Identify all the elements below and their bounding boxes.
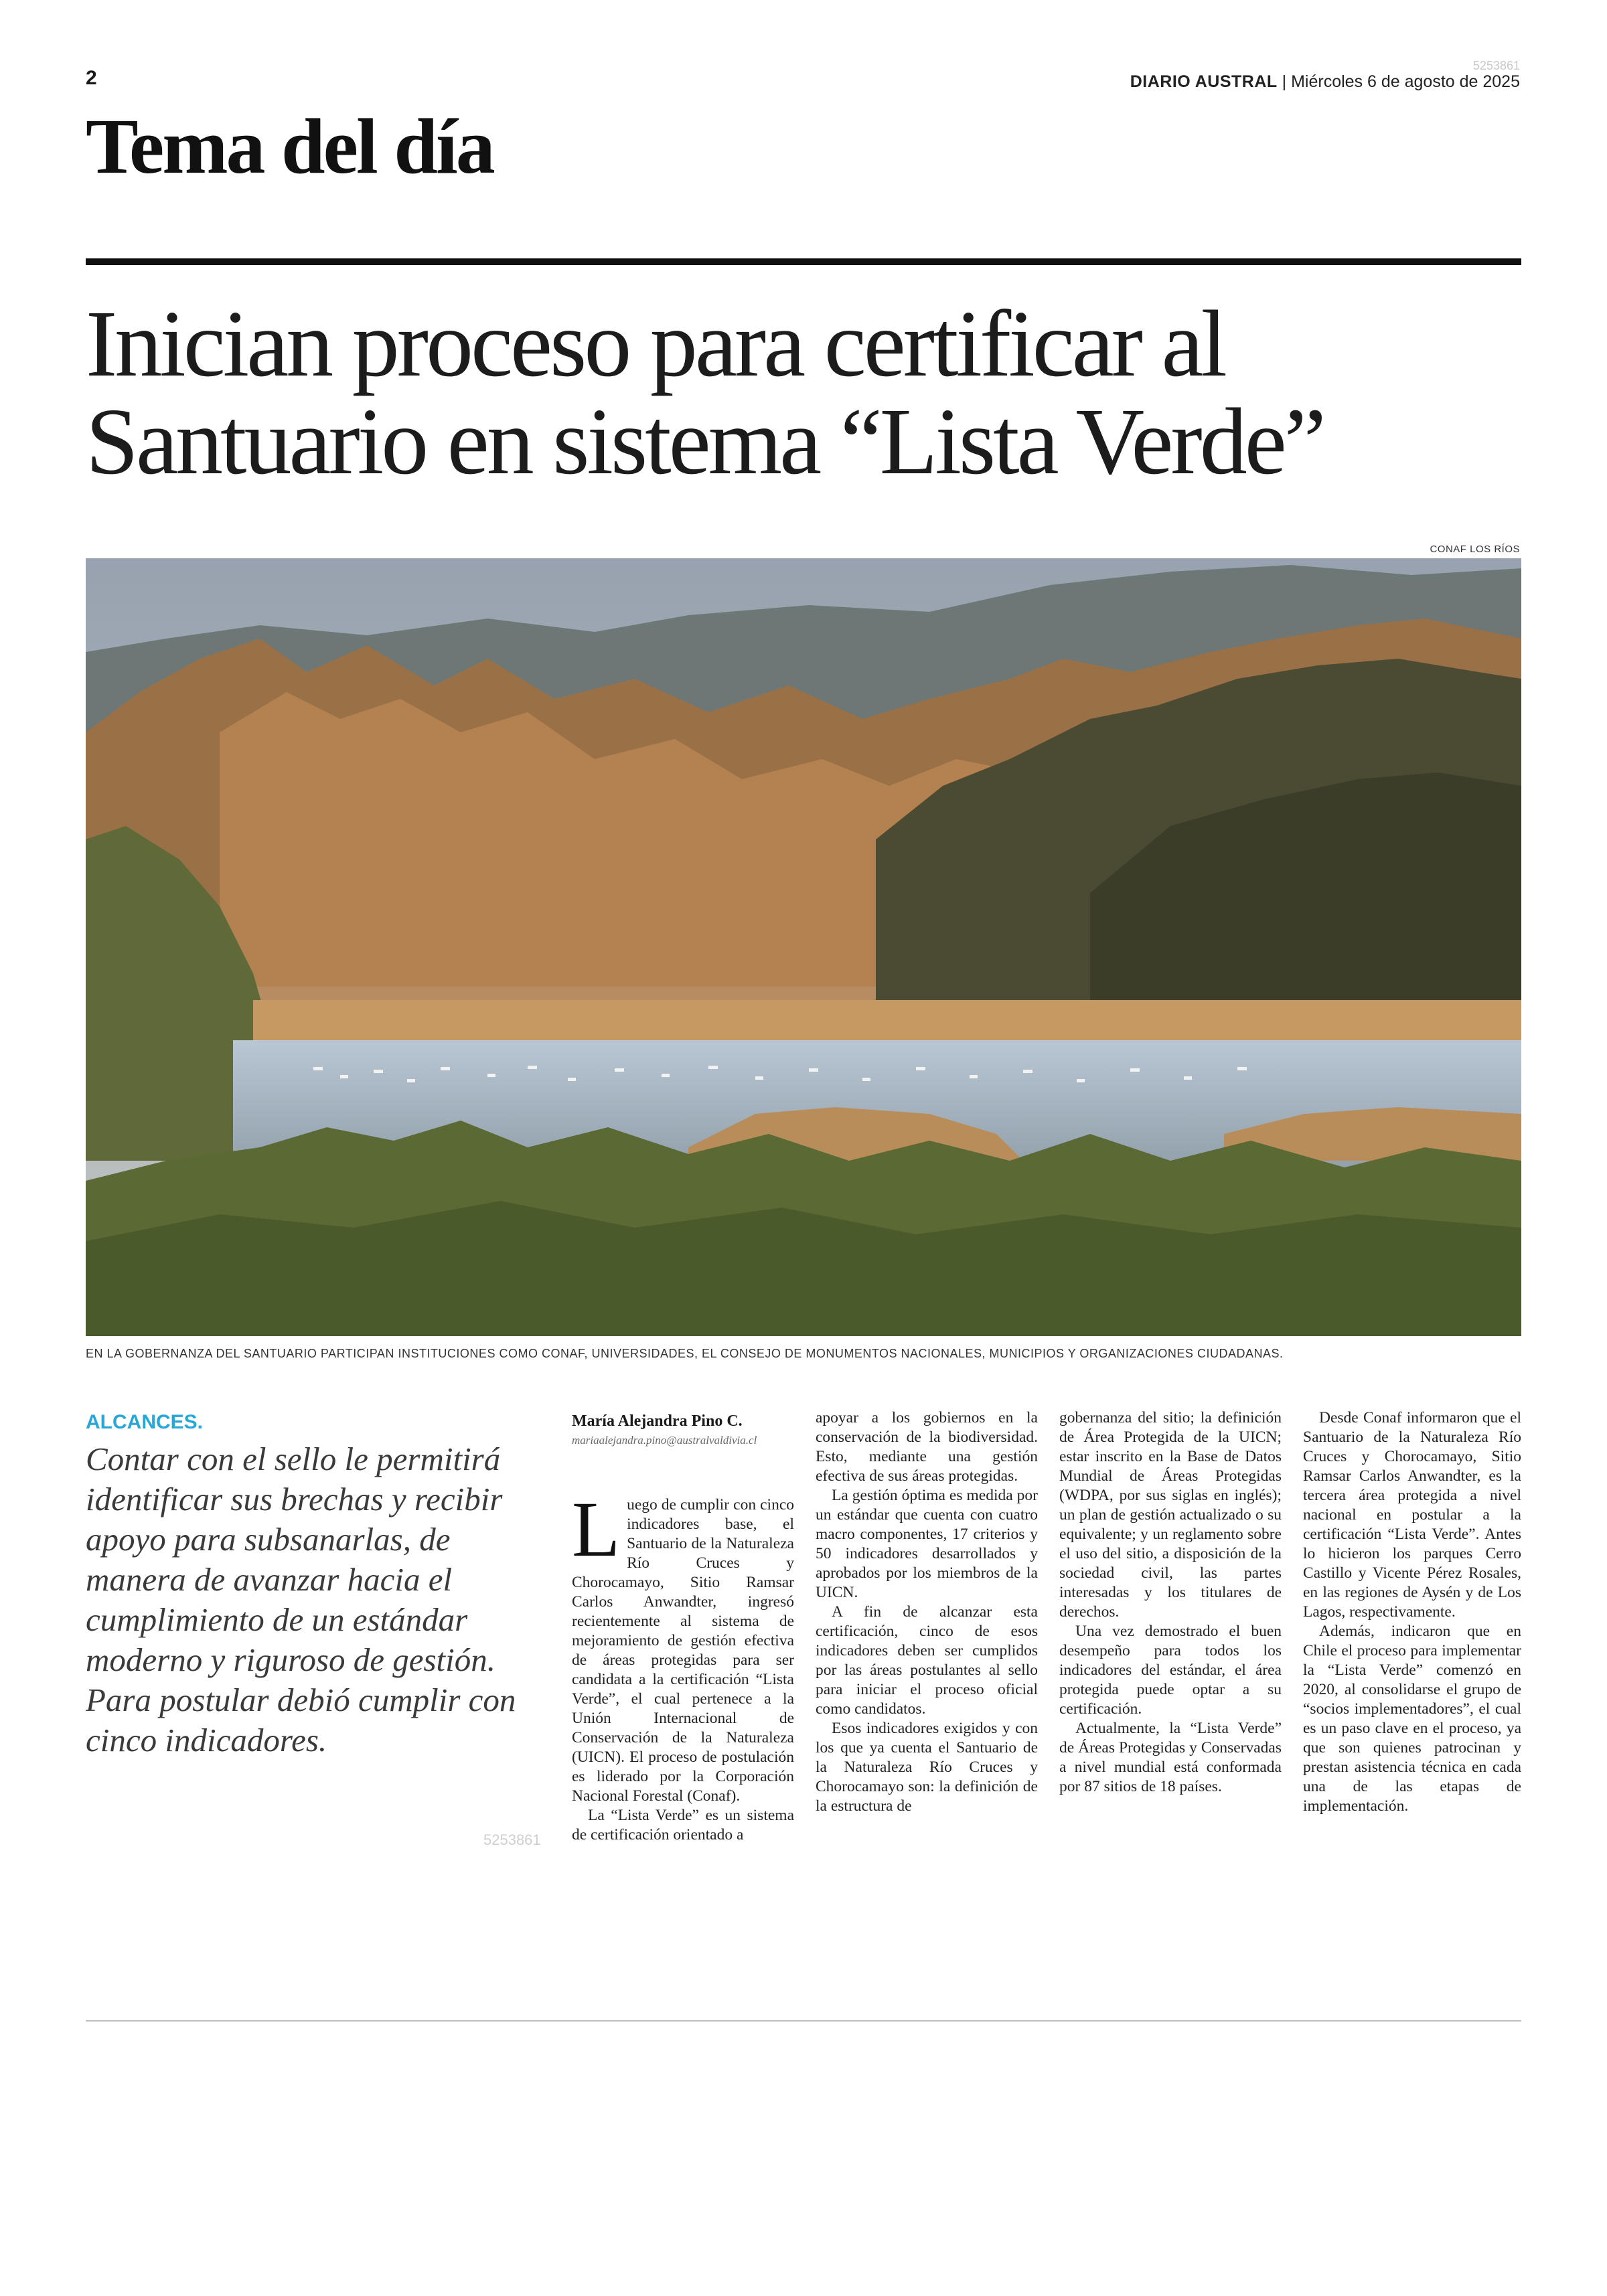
- body-paragraph: Esos indicadores exigidos y con los que ya cuenta el Santuario de la Naturaleza Río Cruces y Chorocamayo son: la definición de la estructura de: [816, 1720, 1038, 1815]
- byline-email[interactable]: mariaalejandra.pino@australvaldivia.cl: [572, 1434, 757, 1447]
- body-paragraph: apoyar a los gobiernos en la conservación de la biodiversidad. Esto, mediante una gestión efectiva de sus áreas protegidas.: [816, 1409, 1038, 1485]
- headline: Inician proceso para certificar al Santuario en sistema “Lista Verde”: [86, 291, 1324, 495]
- body-paragraph: Además, indicaron que en Chile el proceso para implementar la “Lista Verde” comenzó en 2020, al consolidarse el grupo de “socios implementadores”, el cual es un paso clave en el proceso, ya que son quienes patrocinan y prestan asistencia técnica en cada una de las etapas de implementación.: [1303, 1623, 1521, 1815]
- publication-date: Miércoles 6 de agosto de 2025: [1291, 72, 1520, 91]
- body-column-1: [572, 1485, 794, 1845]
- body-column-3: [1059, 1408, 1282, 1797]
- body-column-4: [1303, 1408, 1521, 1816]
- body-paragraph: [572, 1485, 794, 1806]
- body-paragraph: La gestión óptima es medida por un estándar que cuenta con cuatro macro componentes, 17 criterios y 50 indicadores desarrollados y aprobados por los miembros de la UICN.: [816, 1487, 1038, 1601]
- paragraph-text: uego de cumplir con cinco indicadores base, el Santuario de la Naturaleza Río Cruces y Chorocamayo, Sitio Ramsar Carlos Anwandter, ingresó recientemente al sistema de mejoramiento de gestión efectiva de áreas protegidas para ser candidata a la certificación “Lista Verde”, el cual pertenece a la Unión Internacional de Conservación de la Naturaleza (UICN). El proceso de postulación es liderado por la Corporación Nacional Forestal (Conaf).: [572, 1496, 794, 1805]
- photo-caption: EN LA GOBERNANZA DEL SANTUARIO PARTICIPAN INSTITUCIONES COMO CONAF, UNIVERSIDADES, EL CONSEJO DE MONUMENTOS NACIONALES, MUNICIPIOS Y ORGANIZACIONES CIUDADANAS.: [86, 1347, 1284, 1360]
- body-paragraph: La “Lista Verde” es un sistema de certificación orientado a: [572, 1807, 794, 1843]
- body-paragraph: A fin de alcanzar esta certificación, cinco de esos indicadores deben ser cumplidos por las áreas postulantes al sello para iniciar el proceso oficial como candidatos.: [816, 1603, 1038, 1718]
- photo-credit: CONAF LOS RÍOS: [1430, 544, 1520, 555]
- sidebar-deck: Contar con el sello le permitirá identificar sus brechas y recibir apoyo para subsanarlas, de manera de avanzar hacia el cumplimiento de un estándar moderno y riguroso de gestión. Para postular debió cumplir con cinco indicadores.: [86, 1441, 516, 1758]
- body-paragraph: Desde Conaf informaron que el Santuario de la Naturaleza Río Cruces y Chorocamayo, Sitio Ramsar Carlos Anwandter, es la tercera área protegida a nivel nacional en postular a la certificación “Lista Verde”. Antes lo hicieron los parques Cerro Castillo y Vicente Pérez Rosales, en las regiones de Aysén y de Los Lagos, respectivamente.: [1303, 1409, 1521, 1621]
- header-meta: [1130, 72, 1520, 92]
- sidebar-kicker: ALCANCES.: [86, 1411, 204, 1433]
- header-rule: [86, 258, 1521, 265]
- publication-name: DIARIO AUSTRAL: [1130, 72, 1278, 91]
- page-code: 5253861: [1472, 59, 1520, 72]
- header-separator: |: [1282, 72, 1287, 91]
- wetland-photo: [86, 558, 1521, 1336]
- page-number: 2: [86, 67, 97, 89]
- page-watermark: 5253861: [483, 1831, 541, 1848]
- bottom-rule: [86, 2020, 1521, 2022]
- byline-name: María Alejandra Pino C.: [572, 1412, 743, 1430]
- body-paragraph: gobernanza del sitio; la definición de Área Protegida de la UICN; estar inscrito en la Base de Datos Mundial de Áreas Protegidas (WDPA, por sus siglas en inglés); un plan de gestión actualizado o su equivalente; y un reglamento sobre el uso del sitio, a disposición de la sociedad civil, las partes interesadas y los titulares de derechos.: [1059, 1409, 1282, 1621]
- drop-cap: L: [572, 1485, 621, 1573]
- body-column-2: [816, 1408, 1038, 1816]
- section-title: Tema del día: [86, 102, 493, 190]
- body-paragraph: Actualmente, la “Lista Verde” de Áreas Protegidas y Conservadas a nivel mundial está conformada por 87 sitios de 18 países.: [1059, 1720, 1282, 1795]
- body-paragraph: Una vez demostrado el buen desempeño para todos los indicadores del estándar, el área protegida puede optar a su certificación.: [1059, 1623, 1282, 1718]
